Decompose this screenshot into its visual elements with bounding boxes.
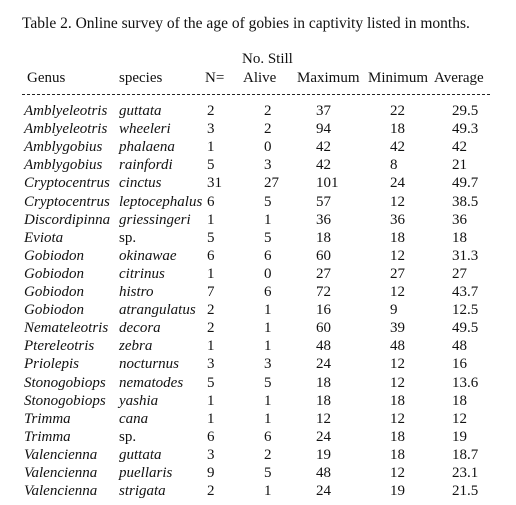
table-row — [0, 448, 516, 466]
still-alive-cell: 1 — [264, 338, 272, 355]
table-row — [0, 176, 516, 194]
genus-cell: Priolepis — [24, 356, 79, 373]
header-divider — [22, 94, 490, 95]
still-alive-cell: 6 — [264, 247, 272, 264]
species-cell: nocturnus — [119, 356, 179, 373]
average-cell: 13.6 — [452, 374, 479, 391]
minimum-cell: 19 — [390, 483, 405, 500]
maximum-cell: 94 — [316, 121, 331, 138]
maximum-cell: 24 — [316, 356, 331, 373]
minimum-cell: 27 — [390, 265, 405, 282]
average-cell: 21.5 — [452, 483, 479, 500]
still-alive-cell: 3 — [264, 157, 272, 174]
still-alive-cell: 5 — [264, 229, 272, 246]
still-alive-cell: 1 — [264, 320, 272, 337]
n-cell: 3 — [207, 446, 215, 463]
minimum-cell: 36 — [390, 211, 405, 228]
average-cell: 12 — [452, 410, 467, 427]
species-cell: griessingeri — [119, 211, 191, 228]
species-cell: wheeleri — [119, 121, 171, 138]
average-cell: 49.7 — [452, 175, 479, 192]
average-cell: 16 — [452, 356, 467, 373]
header-n: N= — [205, 70, 225, 86]
minimum-cell: 12 — [390, 193, 405, 210]
maximum-cell: 60 — [316, 247, 331, 264]
minimum-cell: 42 — [390, 139, 405, 156]
minimum-cell: 24 — [390, 175, 405, 192]
still-alive-cell: 2 — [264, 103, 272, 119]
minimum-cell: 48 — [390, 338, 405, 355]
maximum-cell: 48 — [316, 465, 331, 481]
species-cell: cinctus — [119, 175, 162, 192]
still-alive-cell: 1 — [264, 392, 272, 409]
species-cell: leptocephalus — [119, 193, 203, 210]
genus-cell: Cryptocentrus — [24, 175, 110, 192]
still-alive-cell: 3 — [264, 356, 272, 373]
table-row — [0, 140, 516, 158]
still-alive-cell: 1 — [264, 410, 272, 427]
header-average: Average — [434, 70, 484, 86]
n-cell: 3 — [207, 356, 215, 373]
n-cell: 1 — [207, 139, 215, 156]
species-cell: phalaena — [119, 139, 175, 156]
maximum-cell: 101 — [316, 175, 339, 192]
header-still-line2: Alive — [243, 70, 277, 86]
still-alive-cell: 2 — [264, 121, 272, 138]
genus-cell: Trimma — [24, 410, 71, 427]
minimum-cell: 18 — [390, 121, 405, 138]
maximum-cell: 57 — [316, 193, 331, 210]
maximum-cell: 24 — [316, 428, 331, 445]
species-cell: rainfordi — [119, 157, 173, 174]
still-alive-cell: 5 — [264, 193, 272, 210]
genus-cell: Amblyeleotris — [24, 121, 108, 138]
minimum-cell: 18 — [390, 446, 405, 463]
still-alive-cell: 1 — [264, 483, 272, 500]
maximum-cell: 24 — [316, 483, 331, 500]
minimum-cell: 9 — [390, 302, 398, 319]
species-cell: puellaris — [119, 465, 173, 481]
minimum-cell: 8 — [390, 157, 398, 174]
header-still-line1: No. Still — [242, 51, 293, 67]
species-cell: histro — [119, 284, 154, 300]
genus-cell: Gobiodon — [24, 302, 84, 319]
n-cell: 1 — [207, 410, 215, 427]
table-row — [0, 394, 516, 412]
maximum-cell: 60 — [316, 320, 331, 337]
average-cell: 49.5 — [452, 320, 479, 337]
still-alive-cell: 2 — [264, 446, 272, 463]
still-alive-cell: 27 — [264, 175, 279, 192]
n-cell: 2 — [207, 302, 215, 319]
minimum-cell: 12 — [390, 374, 405, 391]
maximum-cell: 42 — [316, 157, 331, 174]
genus-cell: Stonogobiops — [24, 374, 106, 391]
species-cell: guttata — [119, 103, 162, 119]
header-species: species — [119, 70, 163, 86]
table-row — [0, 430, 516, 448]
n-cell: 3 — [207, 121, 215, 138]
average-cell: 29.5 — [452, 103, 479, 119]
table-row — [0, 466, 516, 484]
table-row — [0, 122, 516, 140]
table-row — [0, 303, 516, 321]
genus-cell: Cryptocentrus — [24, 193, 110, 210]
header-maximum: Maximum — [297, 70, 360, 86]
table-row — [0, 231, 516, 249]
table-row — [0, 158, 516, 176]
species-cell: nematodes — [119, 374, 184, 391]
average-cell: 27 — [452, 265, 467, 282]
n-cell: 6 — [207, 247, 215, 264]
still-alive-cell: 6 — [264, 284, 272, 300]
still-alive-cell: 1 — [264, 211, 272, 228]
maximum-cell: 18 — [316, 374, 331, 391]
maximum-cell: 37 — [316, 103, 331, 119]
average-cell: 18 — [452, 229, 467, 246]
genus-cell: Valencienna — [24, 465, 98, 481]
still-alive-cell: 0 — [264, 139, 272, 156]
genus-cell: Amblyeleotris — [24, 103, 108, 119]
average-cell: 23.1 — [452, 465, 479, 481]
average-cell: 19 — [452, 428, 467, 445]
maximum-cell: 19 — [316, 446, 331, 463]
table-row — [0, 267, 516, 285]
species-cell: strigata — [119, 483, 166, 500]
average-cell: 43.7 — [452, 284, 479, 300]
table-row — [0, 321, 516, 339]
species-cell: citrinus — [119, 265, 165, 282]
table-row — [0, 213, 516, 231]
average-cell: 12.5 — [452, 302, 479, 319]
still-alive-cell: 6 — [264, 428, 272, 445]
n-cell: 31 — [207, 175, 222, 192]
n-cell: 5 — [207, 157, 215, 174]
n-cell: 2 — [207, 320, 215, 337]
n-cell: 6 — [207, 193, 215, 210]
species-cell: sp. — [119, 229, 137, 246]
genus-cell: Gobiodon — [24, 265, 84, 282]
table-row — [0, 195, 516, 213]
n-cell: 1 — [207, 265, 215, 282]
average-cell: 36 — [452, 211, 467, 228]
still-alive-cell: 5 — [264, 374, 272, 391]
table-row — [0, 357, 516, 375]
species-cell: okinawae — [119, 247, 177, 264]
maximum-cell: 72 — [316, 284, 331, 300]
genus-cell: Ptereleotris — [24, 338, 95, 355]
minimum-cell: 12 — [390, 284, 405, 300]
n-cell: 9 — [207, 465, 215, 481]
genus-cell: Valencienna — [24, 483, 98, 500]
maximum-cell: 36 — [316, 211, 331, 228]
average-cell: 18 — [452, 392, 467, 409]
table-row — [0, 484, 516, 502]
genus-cell: Valencienna — [24, 446, 98, 463]
minimum-cell: 12 — [390, 356, 405, 373]
minimum-cell: 12 — [390, 247, 405, 264]
n-cell: 1 — [207, 392, 215, 409]
still-alive-cell: 1 — [264, 302, 272, 319]
species-cell: atrangulatus — [119, 302, 196, 319]
header-genus: Genus — [27, 70, 66, 86]
genus-cell: Gobiodon — [24, 247, 84, 264]
genus-cell: Eviota — [24, 229, 64, 246]
species-cell: yashia — [119, 392, 159, 409]
header-minimum: Minimum — [368, 70, 429, 86]
table-row — [0, 376, 516, 394]
n-cell: 1 — [207, 211, 215, 228]
average-cell: 21 — [452, 157, 467, 174]
species-cell: sp. — [119, 428, 137, 445]
minimum-cell: 12 — [390, 465, 405, 481]
maximum-cell: 12 — [316, 410, 331, 427]
average-cell: 38.5 — [452, 193, 479, 210]
species-cell: zebra — [119, 338, 153, 355]
maximum-cell: 42 — [316, 139, 331, 156]
genus-cell: Stonogobiops — [24, 392, 106, 409]
average-cell: 31.3 — [452, 247, 479, 264]
minimum-cell: 39 — [390, 320, 405, 337]
genus-cell: Trimma — [24, 428, 71, 445]
n-cell: 1 — [207, 338, 215, 355]
species-cell: cana — [119, 410, 149, 427]
n-cell: 2 — [207, 483, 215, 500]
genus-cell: Amblygobius — [24, 139, 103, 156]
maximum-cell: 48 — [316, 338, 331, 355]
table-row — [0, 339, 516, 357]
n-cell: 5 — [207, 229, 215, 246]
still-alive-cell: 5 — [264, 465, 272, 481]
still-alive-cell: 0 — [264, 265, 272, 282]
maximum-cell: 16 — [316, 302, 331, 319]
species-cell: guttata — [119, 446, 162, 463]
average-cell: 18.7 — [452, 446, 479, 463]
species-cell: decora — [119, 320, 161, 337]
table-caption: Table 2. Online survey of the age of gobies in captivity listed in months. — [22, 15, 470, 32]
minimum-cell: 22 — [390, 103, 405, 119]
maximum-cell: 27 — [316, 265, 331, 282]
maximum-cell: 18 — [316, 229, 331, 246]
genus-cell: Amblygobius — [24, 157, 103, 174]
minimum-cell: 18 — [390, 392, 405, 409]
n-cell: 2 — [207, 103, 215, 119]
minimum-cell: 12 — [390, 410, 405, 427]
n-cell: 6 — [207, 428, 215, 445]
minimum-cell: 18 — [390, 229, 405, 246]
table-row — [0, 104, 516, 122]
genus-cell: Discordipinna — [24, 211, 111, 228]
table-row — [0, 412, 516, 430]
genus-cell: Gobiodon — [24, 284, 84, 300]
n-cell: 5 — [207, 374, 215, 391]
average-cell: 49.3 — [452, 121, 479, 138]
table-row — [0, 285, 516, 303]
table-row — [0, 249, 516, 267]
genus-cell: Nemateleotris — [24, 320, 109, 337]
n-cell: 7 — [207, 284, 215, 300]
average-cell: 42 — [452, 139, 467, 156]
maximum-cell: 18 — [316, 392, 331, 409]
average-cell: 48 — [452, 338, 467, 355]
minimum-cell: 18 — [390, 428, 405, 445]
